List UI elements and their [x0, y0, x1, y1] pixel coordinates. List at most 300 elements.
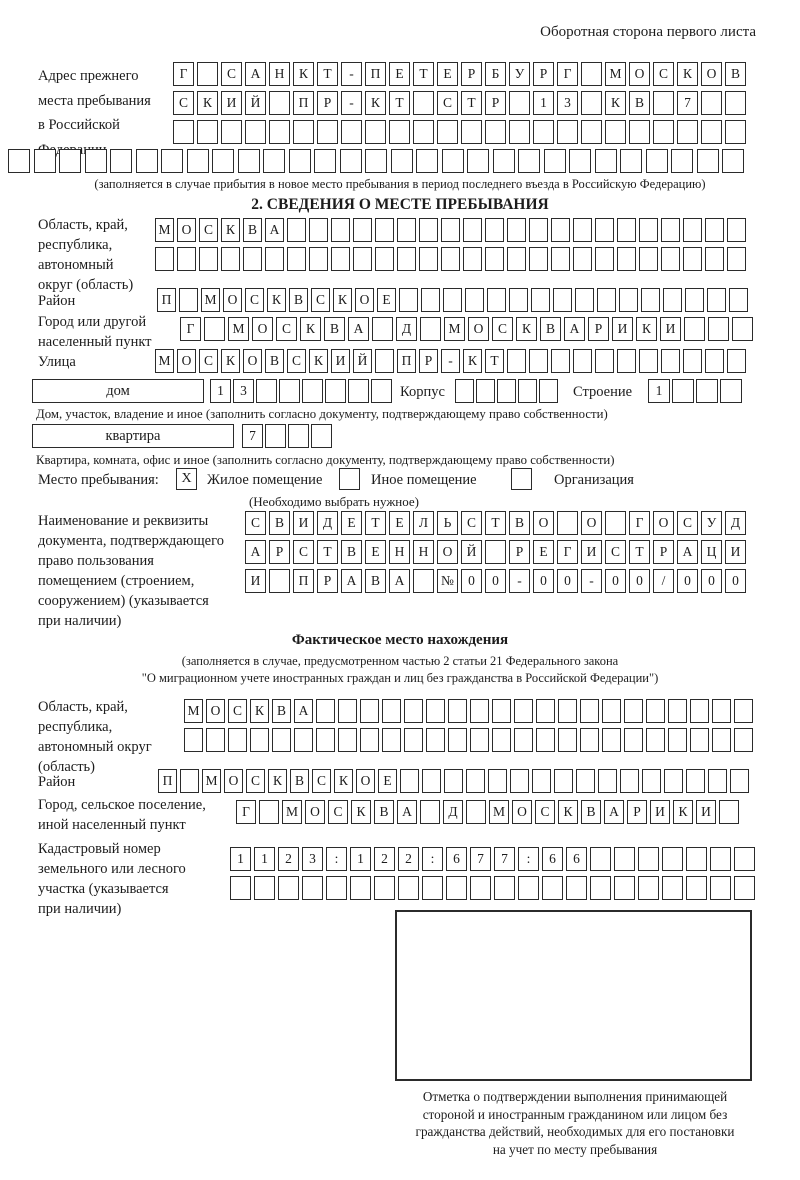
char-cell: В — [269, 511, 290, 535]
char-cell: М — [155, 349, 174, 373]
char-cell — [701, 91, 722, 115]
char-cell: В — [289, 288, 308, 312]
apartment-caption: Квартира, комната, офис и иное (заполнить согласно документу, подтверждающему право собственности) — [36, 453, 615, 467]
char-cell — [642, 769, 661, 793]
residential-label: Жилое помещение — [207, 472, 323, 488]
char-cell — [399, 288, 418, 312]
char-cell: Р — [588, 317, 609, 341]
char-cell: С — [312, 769, 331, 793]
char-cell — [488, 769, 507, 793]
char-cell — [302, 876, 323, 900]
char-cell — [690, 728, 709, 752]
text-line: при наличии) — [38, 613, 122, 629]
char-cell — [705, 247, 724, 271]
char-cell — [686, 769, 705, 793]
char-cell — [734, 847, 755, 871]
char-cell — [734, 728, 753, 752]
char-cell — [441, 218, 460, 242]
char-cell — [272, 728, 291, 752]
char-cell: 0 — [701, 569, 722, 593]
right-doc-label — [38, 511, 224, 631]
char-cell: М — [489, 800, 509, 824]
char-cell: С — [276, 317, 297, 341]
text-line: автономный — [38, 257, 114, 273]
char-cell — [590, 847, 611, 871]
char-cell — [485, 120, 506, 144]
char-cell — [705, 218, 724, 242]
char-cell — [509, 120, 530, 144]
char-cell — [727, 218, 746, 242]
char-cell: К — [605, 91, 626, 115]
char-cell — [426, 728, 445, 752]
char-cell — [317, 120, 338, 144]
char-cell: П — [157, 288, 176, 312]
char-cell — [529, 247, 548, 271]
char-cell: Е — [341, 511, 362, 535]
char-cell — [494, 876, 515, 900]
char-cell: В — [540, 317, 561, 341]
char-cell: И — [612, 317, 633, 341]
char-cell: Р — [317, 91, 338, 115]
char-cell: - — [581, 569, 602, 593]
char-cell: К — [197, 91, 218, 115]
char-cell — [529, 349, 548, 373]
char-cell: Н — [269, 62, 290, 86]
char-cell: 1 — [210, 379, 231, 403]
char-cell — [662, 876, 683, 900]
char-cell: В — [290, 769, 309, 793]
checkbox-other-premises — [339, 468, 360, 490]
stroenie-grid — [648, 379, 742, 403]
char-cell: Й — [245, 91, 266, 115]
char-cell — [553, 288, 572, 312]
actual-district-row — [158, 769, 749, 793]
char-cell: А — [265, 218, 284, 242]
actual-city-label — [38, 795, 206, 835]
char-cell — [309, 247, 328, 271]
char-cell: К — [516, 317, 537, 341]
char-cell — [653, 91, 674, 115]
char-cell — [493, 149, 515, 173]
text-line: документа, подтверждающего — [38, 533, 224, 549]
char-cell: О — [356, 769, 375, 793]
char-cell — [256, 379, 277, 403]
text-line: сооружением) (указывается — [38, 593, 209, 609]
char-cell — [360, 699, 379, 723]
char-cell — [710, 847, 731, 871]
actual-region-row-1 — [184, 699, 753, 723]
text-line: (область) — [38, 759, 95, 775]
char-cell: Т — [485, 349, 504, 373]
char-cell — [278, 876, 299, 900]
char-cell — [441, 247, 460, 271]
char-cell: А — [677, 540, 698, 564]
char-cell — [221, 247, 240, 271]
char-cell: К — [463, 349, 482, 373]
char-cell — [461, 120, 482, 144]
char-cell: / — [653, 569, 674, 593]
char-cell — [729, 288, 748, 312]
char-cell — [620, 149, 642, 173]
char-cell — [624, 728, 643, 752]
char-cell: 2 — [374, 847, 395, 871]
char-cell — [470, 728, 489, 752]
char-cell — [259, 800, 279, 824]
char-cell: А — [604, 800, 624, 824]
char-cell: О — [653, 511, 674, 535]
char-cell: С — [221, 62, 242, 86]
char-cell: 0 — [557, 569, 578, 593]
char-cell — [8, 149, 30, 173]
char-cell: Р — [419, 349, 438, 373]
prev-address-row-1 — [173, 62, 746, 86]
char-cell: Е — [437, 62, 458, 86]
char-cell — [569, 149, 591, 173]
char-cell: У — [509, 62, 530, 86]
char-cell — [465, 288, 484, 312]
char-cell — [727, 349, 746, 373]
char-cell: Е — [533, 540, 554, 564]
char-cell — [639, 349, 658, 373]
char-cell — [463, 247, 482, 271]
char-cell — [624, 699, 643, 723]
char-cell: И — [581, 540, 602, 564]
char-cell: Т — [317, 62, 338, 86]
char-cell — [442, 149, 464, 173]
text-line: помещением (строением, — [38, 573, 195, 589]
char-cell — [470, 876, 491, 900]
char-cell: М — [184, 699, 203, 723]
char-cell — [581, 120, 602, 144]
district-row — [157, 288, 748, 312]
text-line: Область, край, — [38, 217, 128, 233]
char-cell: К — [268, 769, 287, 793]
char-cell: С — [535, 800, 555, 824]
char-cell — [353, 247, 372, 271]
char-cell: К — [558, 800, 578, 824]
char-cell — [646, 699, 665, 723]
char-cell: Т — [365, 511, 386, 535]
char-cell — [602, 699, 621, 723]
text-line: места пребывания — [38, 92, 151, 109]
char-cell — [375, 349, 394, 373]
char-cell: В — [265, 349, 284, 373]
actual-district-label: Район — [38, 774, 76, 790]
char-cell: К — [221, 218, 240, 242]
char-cell — [420, 800, 440, 824]
char-cell: О — [512, 800, 532, 824]
char-cell — [470, 699, 489, 723]
char-cell — [712, 699, 731, 723]
char-cell: В — [341, 540, 362, 564]
char-cell: О — [581, 511, 602, 535]
char-cell: 1 — [254, 847, 275, 871]
char-cell — [331, 247, 350, 271]
char-cell — [696, 379, 718, 403]
char-cell: Н — [389, 540, 410, 564]
city-label — [38, 312, 152, 352]
char-cell: 7 — [470, 847, 491, 871]
char-cell: И — [245, 569, 266, 593]
actual-region-label — [38, 697, 152, 777]
char-cell — [605, 511, 626, 535]
char-cell: А — [397, 800, 417, 824]
char-cell — [725, 91, 746, 115]
char-cell — [397, 218, 416, 242]
char-cell: Д — [725, 511, 746, 535]
prev-address-row-4 — [8, 149, 744, 173]
char-cell — [677, 120, 698, 144]
char-cell — [518, 149, 540, 173]
char-cell — [595, 218, 614, 242]
char-cell — [507, 349, 526, 373]
char-cell — [448, 699, 467, 723]
char-cell: С — [199, 349, 218, 373]
char-cell: Р — [509, 540, 530, 564]
char-cell — [314, 149, 336, 173]
char-cell — [614, 876, 635, 900]
char-cell — [265, 424, 286, 448]
char-cell — [353, 218, 372, 242]
char-cell — [533, 120, 554, 144]
char-cell: - — [341, 62, 362, 86]
char-cell — [375, 247, 394, 271]
city-row — [180, 317, 753, 341]
char-cell: С — [245, 511, 266, 535]
checkbox-residential: X — [176, 468, 197, 490]
char-cell — [375, 218, 394, 242]
char-cell: О — [355, 288, 374, 312]
text-line: Область, край, — [38, 699, 128, 715]
char-cell — [605, 120, 626, 144]
char-cell — [444, 769, 463, 793]
char-cell: Т — [389, 91, 410, 115]
char-cell — [580, 699, 599, 723]
char-cell: Н — [413, 540, 434, 564]
char-cell: Р — [533, 62, 554, 86]
char-cell — [653, 120, 674, 144]
char-cell — [338, 728, 357, 752]
char-cell: С — [246, 769, 265, 793]
char-cell: Л — [413, 511, 434, 535]
char-cell: К — [309, 349, 328, 373]
text-line: при наличии) — [38, 901, 122, 917]
char-cell: В — [581, 800, 601, 824]
char-cell: Е — [389, 511, 410, 535]
char-cell: В — [509, 511, 530, 535]
char-cell — [725, 120, 746, 144]
char-cell — [573, 218, 592, 242]
char-cell: К — [221, 349, 240, 373]
char-cell — [136, 149, 158, 173]
char-cell — [487, 288, 506, 312]
char-cell — [269, 91, 290, 115]
char-cell — [110, 149, 132, 173]
text-line: Отметка о подтверждении выполнения принимающей — [422, 1089, 728, 1104]
char-cell — [510, 769, 529, 793]
char-cell — [230, 876, 251, 900]
char-cell — [558, 699, 577, 723]
char-cell — [590, 876, 611, 900]
char-cell: Б — [485, 62, 506, 86]
char-cell: 6 — [566, 847, 587, 871]
text-line: на учет по месту пребывания — [492, 1141, 658, 1157]
text-line: республика, — [38, 719, 113, 735]
char-cell: М — [201, 288, 220, 312]
char-cell: Р — [461, 62, 482, 86]
char-cell — [646, 728, 665, 752]
char-cell: В — [725, 62, 746, 86]
char-cell — [639, 218, 658, 242]
char-cell — [558, 728, 577, 752]
char-cell — [326, 876, 347, 900]
char-cell — [619, 288, 638, 312]
char-cell: М — [202, 769, 221, 793]
char-cell — [532, 769, 551, 793]
char-cell: К — [365, 91, 386, 115]
char-cell — [684, 317, 705, 341]
char-cell — [243, 247, 262, 271]
char-cell: М — [605, 62, 626, 86]
text-line: участка (указывается — [38, 881, 169, 897]
char-cell: Г — [629, 511, 650, 535]
char-cell — [554, 769, 573, 793]
char-cell: В — [365, 569, 386, 593]
char-cell — [161, 149, 183, 173]
char-cell — [671, 149, 693, 173]
char-cell: К — [673, 800, 693, 824]
text-line: земельного или лесного — [38, 861, 186, 877]
stay-type-label: Место пребывания: — [38, 472, 159, 488]
char-cell: Д — [443, 800, 463, 824]
other-premises-label: Иное помещение — [371, 472, 477, 488]
house-caption: Дом, участок, владение и иное (заполнить согласно документу, подтверждающему право собственности) — [36, 407, 608, 421]
text-line: стороной и иностранным гражданином или лицом без — [422, 1106, 728, 1122]
char-cell — [662, 847, 683, 871]
actual-city-row — [236, 800, 739, 824]
char-cell — [620, 769, 639, 793]
char-cell: С — [287, 349, 306, 373]
char-cell: А — [389, 569, 410, 593]
char-cell: О — [468, 317, 489, 341]
char-cell — [492, 728, 511, 752]
char-cell — [595, 149, 617, 173]
char-cell: 0 — [605, 569, 626, 593]
char-cell: - — [341, 91, 362, 115]
char-cell — [250, 728, 269, 752]
char-cell — [551, 218, 570, 242]
char-cell — [720, 379, 742, 403]
actual-region-row-2 — [184, 728, 753, 752]
char-cell: С — [328, 800, 348, 824]
char-cell — [683, 247, 702, 271]
char-cell — [184, 728, 203, 752]
char-cell — [661, 218, 680, 242]
char-cell: Е — [377, 288, 396, 312]
char-cell: С — [293, 540, 314, 564]
char-cell — [514, 699, 533, 723]
char-cell — [413, 569, 434, 593]
char-cell — [664, 769, 683, 793]
char-cell — [341, 120, 362, 144]
char-cell — [707, 288, 726, 312]
char-cell: К — [677, 62, 698, 86]
char-cell — [581, 91, 602, 115]
char-cell — [238, 149, 260, 173]
char-cell — [730, 769, 749, 793]
char-cell: К — [351, 800, 371, 824]
text-line: иной населенный пункт — [38, 817, 186, 833]
char-cell — [701, 120, 722, 144]
char-cell: - — [441, 349, 460, 373]
char-cell — [661, 349, 680, 373]
char-cell: У — [701, 511, 722, 535]
char-cell — [507, 247, 526, 271]
char-cell: О — [206, 699, 225, 723]
char-cell: Е — [389, 62, 410, 86]
actual-location-caption — [0, 653, 800, 687]
char-cell: С — [461, 511, 482, 535]
char-cell — [492, 699, 511, 723]
char-cell: В — [243, 218, 262, 242]
text-line: право пользования — [38, 553, 154, 569]
char-cell: 1 — [350, 847, 371, 871]
char-cell — [404, 728, 423, 752]
char-cell — [391, 149, 413, 173]
prev-address-row-3 — [173, 120, 746, 144]
char-cell: Т — [629, 540, 650, 564]
house-name-box — [32, 379, 204, 403]
char-cell — [443, 288, 462, 312]
char-cell: С — [228, 699, 247, 723]
char-cell — [595, 247, 614, 271]
char-cell — [576, 769, 595, 793]
char-cell — [413, 91, 434, 115]
char-cell — [348, 379, 369, 403]
apartment-number-grid — [242, 424, 332, 448]
char-cell — [180, 769, 199, 793]
char-cell — [573, 247, 592, 271]
doc-row-2 — [245, 540, 746, 564]
text-line: гражданства действий, необходимых для его постановки — [415, 1124, 735, 1139]
char-cell: М — [444, 317, 465, 341]
char-cell — [518, 876, 539, 900]
korpus-grid — [455, 379, 558, 403]
char-cell: 0 — [725, 569, 746, 593]
stay-type-note: (Необходимо выбрать нужное) — [248, 494, 420, 509]
char-cell — [263, 149, 285, 173]
char-cell: Д — [317, 511, 338, 535]
char-cell: А — [341, 569, 362, 593]
char-cell — [419, 247, 438, 271]
char-cell: Е — [365, 540, 386, 564]
char-cell: А — [294, 699, 313, 723]
char-cell: И — [660, 317, 681, 341]
char-cell: Р — [485, 91, 506, 115]
char-cell — [59, 149, 81, 173]
char-cell: Т — [485, 511, 506, 535]
char-cell: И — [221, 91, 242, 115]
char-cell — [668, 728, 687, 752]
char-cell — [661, 247, 680, 271]
street-label: Улица — [38, 354, 76, 370]
region-label — [38, 215, 133, 295]
char-cell — [289, 149, 311, 173]
char-cell: Ь — [437, 511, 458, 535]
char-cell — [293, 120, 314, 144]
doc-row-3 — [245, 569, 746, 593]
char-cell — [595, 349, 614, 373]
